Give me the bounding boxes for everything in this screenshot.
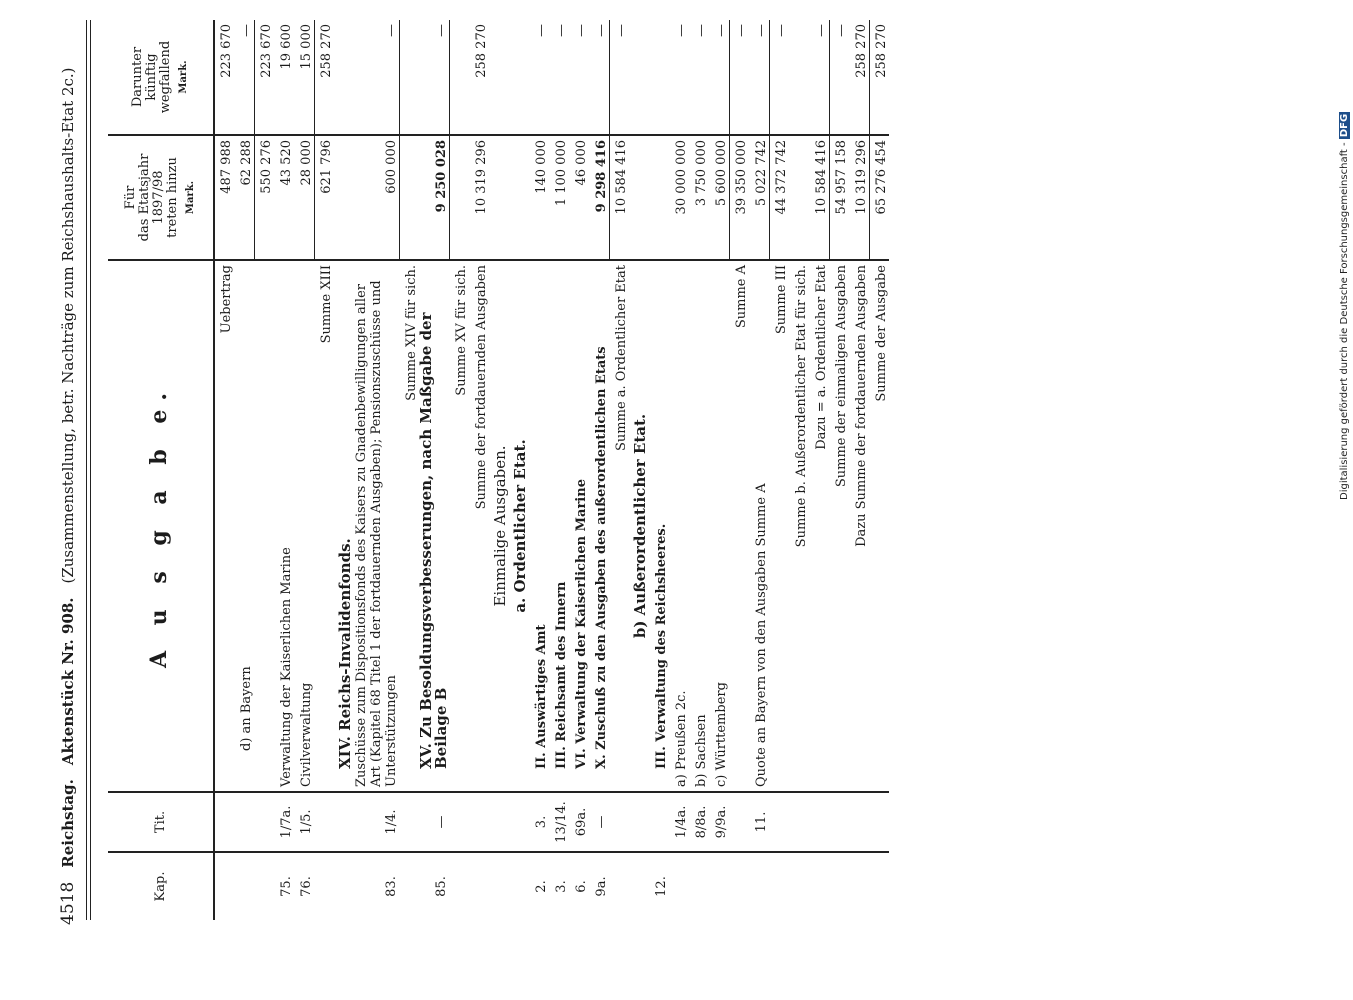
table-row [294, 20, 314, 920]
row-text: Summe der Ausgabe [869, 260, 889, 792]
row-text: Verwaltung der Kaiserlichen Marine [274, 260, 294, 792]
table-row [689, 20, 709, 920]
table-row [729, 20, 749, 920]
row-text: Civilverwaltung [294, 260, 314, 792]
table-row [449, 20, 469, 920]
row-kap: 9a. [589, 852, 609, 920]
row-wegf: — [713, 24, 729, 37]
row-tit: 69a. [569, 792, 589, 852]
column-header-etat [108, 135, 214, 260]
row-text: II. Auswärtiges Amt [529, 260, 549, 792]
row-text: Zuschüsse zum Dispositionsfonds des Kaisers zu Gnadenbewilligungen aller Art (Kapitel 68 Titel 1 der fortdauernden Ausgaben); Pensionszuschüsse und Unterstützungen [354, 260, 399, 792]
row-etat: 600 000 [354, 135, 399, 260]
row-wegf: 15 000 [298, 24, 314, 70]
table-row [254, 20, 274, 920]
row-wegf: 223 670 [219, 24, 234, 78]
row-tit: 8/8a. [689, 792, 709, 852]
section-heading: a. Ordentlicher Etat. [509, 260, 529, 792]
table-row [649, 20, 669, 920]
table-row [469, 20, 489, 920]
row-tit: — [589, 792, 609, 852]
row-etat: 10 319 296 [849, 135, 869, 260]
row-tit: 11. [749, 792, 769, 852]
header-rule [90, 20, 91, 920]
column-header-tit: Tit. [108, 792, 214, 852]
table-row [809, 20, 829, 920]
table-row [314, 20, 334, 920]
wegf-header-line: Darunter [129, 46, 145, 108]
row-wegf: 258 270 [853, 24, 869, 78]
row-text: Summe XIV für sich. [399, 260, 419, 792]
row-tit: 1/4a. [669, 792, 689, 852]
row-text: a) Preußen 2c. [669, 260, 689, 792]
row-etat: 10 584 416 [809, 135, 829, 260]
wegf-header-line: wegfallend [157, 40, 173, 114]
row-text: Uebertrag [214, 260, 234, 792]
row-wegf: — [729, 20, 749, 135]
table-row [849, 20, 869, 920]
table-row [274, 20, 294, 920]
row-etat: 9 298 416 [589, 135, 609, 260]
row-etat: 39 350 000 [729, 135, 749, 260]
row-tit: 13/14. [549, 792, 569, 852]
row-kap: 6. [569, 852, 589, 920]
row-wegf: — [554, 24, 569, 37]
table-row [214, 20, 234, 920]
row-kap: 12. [649, 852, 669, 920]
wegf-unit: Mark. [177, 60, 189, 94]
table-row [489, 20, 509, 920]
etat-header-line: das Etatsjahr [136, 153, 152, 242]
table-row [769, 20, 789, 920]
row-text: d) an Bayern [234, 260, 254, 792]
row-etat: 54 957 158 [829, 135, 849, 260]
row-wegf: 258 270 [474, 24, 489, 78]
row-kap: 2. [529, 852, 549, 920]
etat-header-line: 1897/98 [150, 170, 166, 225]
ausgabe-title: A u s g a b e. [145, 383, 172, 669]
column-header-kap: Kap. [108, 852, 214, 920]
row-text: III. Verwaltung des Reichsheeres. [649, 260, 669, 792]
row-tit: 3. [529, 792, 549, 852]
row-wegf: — [609, 20, 629, 135]
row-tit: 1/5. [294, 792, 314, 852]
row-text: c) Württemberg [709, 260, 729, 792]
row-wegf: — [753, 24, 769, 37]
budget-table [108, 20, 889, 920]
table-row [354, 20, 399, 920]
table-row [669, 20, 689, 920]
row-tit: 1/4. [354, 792, 399, 852]
row-kap: 85. [419, 852, 449, 920]
row-wegf: — [383, 24, 399, 37]
row-etat: 550 276 [254, 135, 274, 260]
row-wegf: — [433, 24, 449, 37]
row-etat: 621 796 [314, 135, 334, 260]
table-row [629, 20, 649, 920]
row-etat: 46 000 [569, 135, 589, 260]
page-number: 4518 [58, 881, 78, 925]
section-heading: b) Außerordentlicher Etat. [629, 260, 649, 792]
table-row [399, 20, 419, 920]
row-wegf: — [769, 20, 789, 135]
row-etat: 9 250 028 [419, 135, 449, 260]
table-row [589, 20, 609, 920]
table-header-row [108, 20, 214, 920]
row-wegf: — [238, 24, 254, 37]
row-etat: 62 288 [234, 135, 254, 260]
row-text: Summe XIII [314, 260, 334, 792]
row-wegf: 258 270 [869, 20, 889, 135]
row-text: Summe der fortdauernden Ausgaben [469, 260, 489, 792]
row-text: Dazu Summe der fortdauernden Ausgaben [849, 260, 869, 792]
row-wegf: — [694, 24, 709, 37]
row-text: VI. Verwaltung der Kaiserlichen Marine [569, 260, 589, 792]
table-row [709, 20, 729, 920]
row-etat: 5 600 000 [709, 135, 729, 260]
row-kap: 3. [549, 852, 569, 920]
row-wegf: — [829, 20, 849, 135]
row-etat: 1 100 000 [549, 135, 569, 260]
row-text: XV. Zu Besoldungsverbesserungen, nach Maßgabe der Beilage B [419, 260, 449, 792]
row-text: Quote an Bayern von den Ausgaben Summe A [749, 260, 769, 792]
row-etat: 10 584 416 [609, 135, 629, 260]
row-wegf: 19 600 [279, 24, 294, 70]
row-etat: 30 000 000 [669, 135, 689, 260]
etat-header-line: treten hinzu [164, 157, 180, 238]
chamber-name: Reichstag. [59, 779, 77, 868]
row-etat: 5 022 742 [749, 135, 769, 260]
table-row [549, 20, 569, 920]
row-kap: 83. [354, 852, 399, 920]
row-etat: 43 520 [274, 135, 294, 260]
row-text: III. Reichsamt des Innern [549, 260, 569, 792]
wegf-header-line: künftig [143, 53, 159, 101]
row-tit: 9/9a. [709, 792, 729, 852]
row-etat: 487 988 [214, 135, 234, 260]
row-wegf: 223 670 [254, 20, 274, 135]
row-wegf: 258 270 [314, 20, 334, 135]
row-text: Summe III [769, 260, 789, 792]
table-row [234, 20, 254, 920]
etat-header-line: Für [122, 185, 138, 210]
table-row [609, 20, 629, 920]
table-row [829, 20, 849, 920]
row-text: Summe der einmaligen Ausgaben [829, 260, 849, 792]
row-wegf: — [813, 24, 829, 37]
row-wegf: — [534, 24, 549, 37]
table-row [334, 20, 354, 920]
row-text: Summe A [729, 260, 749, 792]
row-etat: 28 000 [294, 135, 314, 260]
row-text: b) Sachsen [689, 260, 709, 792]
section-heading: Einmalige Ausgaben. [489, 260, 509, 792]
column-header-ausgabe [108, 260, 214, 792]
table-row [419, 20, 449, 920]
table-row [529, 20, 549, 920]
dfg-credit-note [1339, 112, 1350, 500]
credit-text: Digitalisierung gefördert durch die Deutsche Forschungsgemeinschaft - [1339, 142, 1350, 500]
row-wegf: — [674, 24, 689, 37]
row-kap: 76. [294, 852, 314, 920]
dfg-logo: DFG [1339, 113, 1350, 138]
table-row [749, 20, 769, 920]
row-tit: 1/7a. [274, 792, 294, 852]
table-row [509, 20, 529, 920]
document-subtitle: (Zusammenstellung, betr. Nachträge zum Reichshaushalts-Etat 2c.) [59, 67, 77, 584]
row-text: Summe a. Ordentlicher Etat [609, 260, 629, 792]
row-text: Summe XV für sich. [449, 260, 469, 792]
table-row [569, 20, 589, 920]
row-kap: 75. [274, 852, 294, 920]
row-etat: 65 276 454 [869, 135, 889, 260]
section-heading: XIV. Reichs-Invalidenfonds. [334, 260, 354, 792]
table-row [869, 20, 889, 920]
row-text: X. Zuschuß zu den Ausgaben des außerordentlichen Etats [589, 260, 609, 792]
row-etat: 140 000 [529, 135, 549, 260]
row-wegf: — [574, 24, 589, 37]
table-row [789, 20, 809, 920]
row-text: Dazu = a. Ordentlicher Etat [809, 260, 829, 792]
document-number: Aktenstück Nr. 908. [59, 597, 77, 766]
row-wegf: — [593, 24, 609, 37]
row-etat: 10 319 296 [469, 135, 489, 260]
header-rule [86, 20, 87, 920]
row-etat: 3 750 000 [689, 135, 709, 260]
column-header-wegfallend [108, 20, 214, 135]
row-tit: — [419, 792, 449, 852]
row-text: Summe b. Außerordentlicher Etat für sich. [789, 260, 809, 792]
page-header [58, 20, 88, 925]
etat-unit: Mark. [184, 180, 196, 215]
row-etat: 44 372 742 [769, 135, 789, 260]
